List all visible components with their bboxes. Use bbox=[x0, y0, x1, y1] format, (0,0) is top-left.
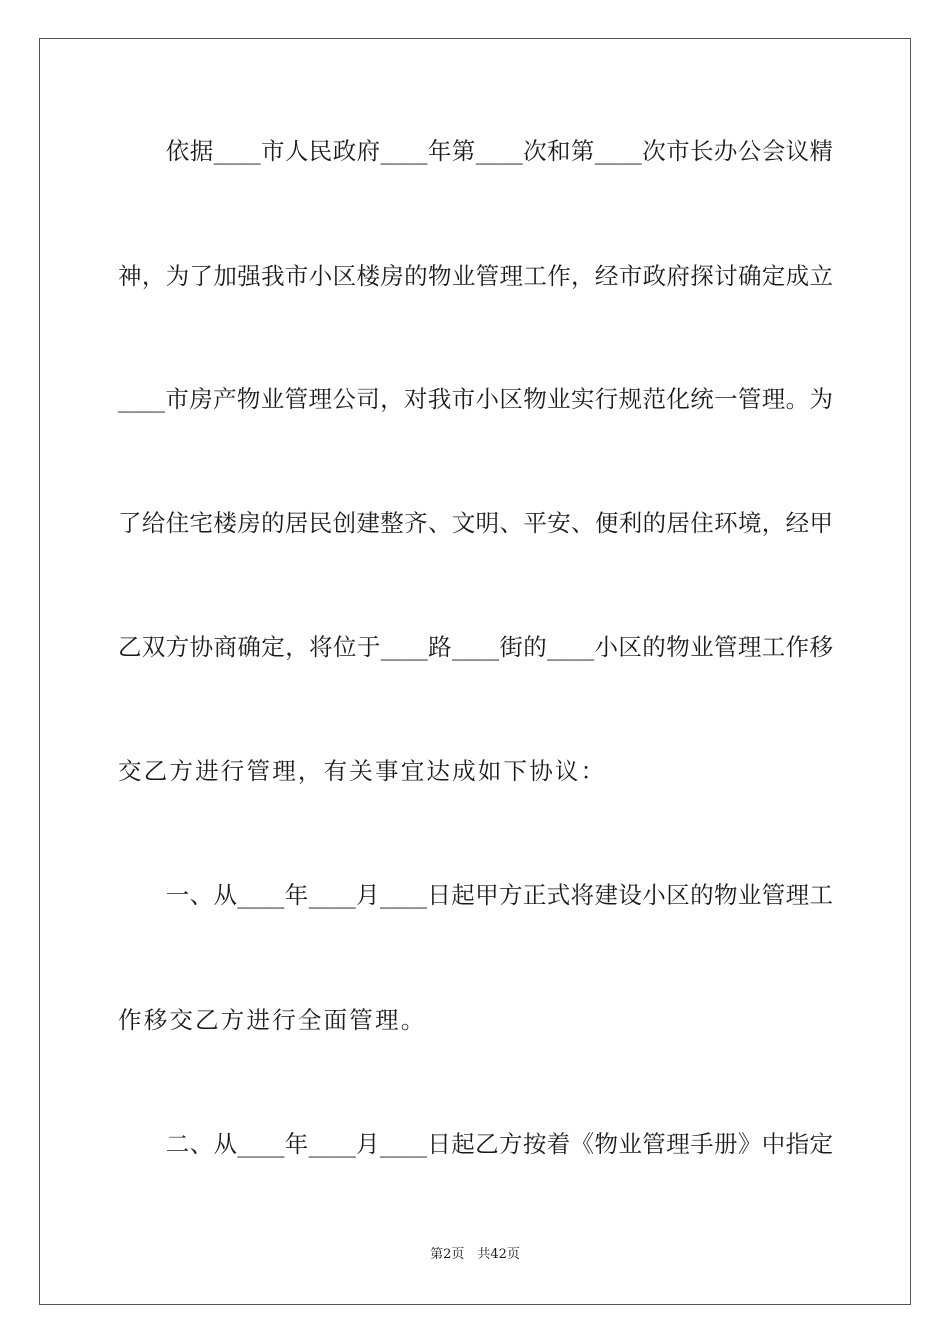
paragraph-line-5: 乙双方协商确定，将位于____路____街的____小区的物业管理工作移 bbox=[118, 633, 833, 661]
paragraph-line-7: 一、从____年____月____日起甲方正式将建设小区的物业管理工 bbox=[118, 881, 833, 909]
paragraph-line-4: 了给住宅楼房的居民创建整齐、文明、平安、便利的居住环境，经甲 bbox=[118, 509, 833, 537]
page-border bbox=[39, 38, 911, 1305]
page-footer bbox=[0, 1246, 950, 1264]
paragraph-line-6: 交乙方进行管理，有关事宜达成如下协议： bbox=[118, 757, 607, 785]
paragraph-line-2: 神，为了加强我市小区楼房的物业管理工作，经市政府探讨确定成立 bbox=[118, 262, 833, 290]
paragraph-line-1: 依据____市人民政府____年第____次和第____次市长办公会议精 bbox=[118, 137, 833, 165]
paragraph-line-3: ____市房产物业管理公司，对我市小区物业实行规范化统一管理。为 bbox=[118, 385, 833, 413]
paragraph-line-9: 二、从____年____月____日起乙方按着《物业管理手册》中指定 bbox=[118, 1130, 833, 1158]
page-number-label: 第2页 共42页 bbox=[430, 1247, 520, 1262]
paragraph-line-8: 作移交乙方进行全面管理。 bbox=[118, 1006, 427, 1034]
